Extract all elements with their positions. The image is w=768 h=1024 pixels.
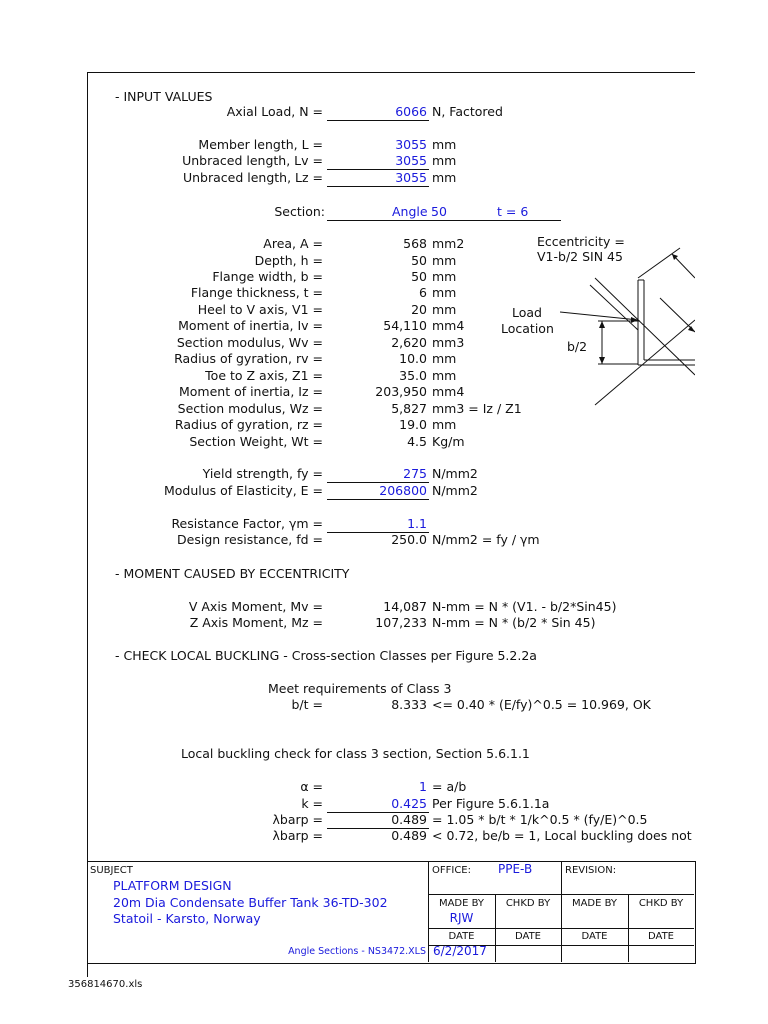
row-value: 5,827 xyxy=(391,401,427,416)
row-unit: N/mm2 = fy / γm xyxy=(432,532,540,547)
row-label: Z Axis Moment, Mz = xyxy=(189,615,323,630)
row-unit: N-mm = N * (b/2 * Sin 45) xyxy=(432,615,596,630)
row-unit: N/mm2 xyxy=(432,466,478,481)
row-label: Yield strength, fy = xyxy=(202,466,323,481)
row-unit: mm xyxy=(432,285,457,300)
row-label: b/t = xyxy=(291,697,323,712)
row-unit: mm xyxy=(432,368,457,383)
row-value[interactable]: 3055 xyxy=(395,170,427,185)
angle-section-diagram xyxy=(560,240,695,420)
date-value: 6/2/2017 xyxy=(433,944,487,958)
row-label: Moment of inertia, Iz = xyxy=(178,384,323,399)
row-label: k = xyxy=(301,796,323,811)
eccentricity-label: Eccentricity = xyxy=(537,234,625,249)
local-buckling-note: Local buckling check for class 3 section, Section 5.6.1.1 xyxy=(181,746,530,761)
row-value: 54,110 xyxy=(383,318,427,333)
row-label: Radius of gyration, rv = xyxy=(174,351,323,366)
heading-moment: - MOMENT CAUSED BY ECCENTRICITY xyxy=(115,566,350,581)
row-unit: = 1.05 * b/t * 1/k^0.5 * (fy/E)^0.5 xyxy=(432,812,648,827)
eccentricity-formula: V1-b/2 SIN 45 xyxy=(537,249,623,264)
row-label: α = xyxy=(300,779,323,794)
spreadsheet-file: Angle Sections - NS3472.XLS xyxy=(288,946,426,957)
row-unit: mm xyxy=(432,269,457,284)
row-unit: mm xyxy=(432,153,457,168)
row-label: V Axis Moment, Mv = xyxy=(188,599,323,614)
chkd-by-label-2: CHKD BY xyxy=(638,898,684,909)
row-value[interactable]: 0.425 xyxy=(391,796,427,811)
row-label: Flange width, b = xyxy=(212,269,323,284)
heading-input-values: - INPUT VALUES xyxy=(115,89,213,104)
row-label: Design resistance, fd = xyxy=(177,532,323,547)
row-label: Radius of gyration, rz = xyxy=(174,417,323,432)
row-label: Unbraced length, Lz = xyxy=(182,170,323,185)
project-client: Statoil - Karsto, Norway xyxy=(113,911,261,926)
section-size[interactable]: 50 xyxy=(431,204,447,219)
row-unit: N, Factored xyxy=(432,104,503,119)
office-label: OFFICE: xyxy=(432,865,471,876)
made-by-label: MADE BY xyxy=(438,898,485,909)
made-by-label-2: MADE BY xyxy=(571,898,618,909)
row-unit: Kg/m xyxy=(432,434,465,449)
row-value[interactable]: 3055 xyxy=(395,137,427,152)
date-label-4: DATE xyxy=(647,931,674,942)
half-b-label: b/2 xyxy=(567,339,588,354)
row-value: 20 xyxy=(411,302,427,317)
row-value: 2,620 xyxy=(391,335,427,350)
row-value: 250.0 xyxy=(391,532,427,547)
row-value[interactable]: 1.1 xyxy=(407,516,427,531)
row-value: 107,233 xyxy=(375,615,427,630)
heading-buckling: - CHECK LOCAL BUCKLING - Cross-section Classes per Figure 5.2.2a xyxy=(115,648,537,663)
row-unit: mm3 xyxy=(432,335,465,350)
row-unit: mm xyxy=(432,351,457,366)
row-value: 14,087 xyxy=(383,599,427,614)
footer-filename: 356814670.xls xyxy=(68,979,143,990)
row-value: 50 xyxy=(411,269,427,284)
row-value[interactable]: 6066 xyxy=(395,104,427,119)
row-unit: mm xyxy=(432,417,457,432)
section-shape[interactable]: Angle xyxy=(392,204,428,219)
row-label: Section modulus, Wz = xyxy=(177,401,323,416)
row-value[interactable]: 3055 xyxy=(395,153,427,168)
row-label: Toe to Z axis, Z1 = xyxy=(205,368,323,383)
project-subtitle: 20m Dia Condensate Buffer Tank 36-TD-302 xyxy=(113,895,388,910)
row-value: 35.0 xyxy=(399,368,427,383)
section-underline xyxy=(327,220,561,221)
row-value: 8.333 xyxy=(391,697,427,712)
input-underline xyxy=(327,499,429,500)
row-value: 6 xyxy=(419,285,427,300)
location-label: Location xyxy=(501,321,554,336)
row-value: 50 xyxy=(411,253,427,268)
row-label: λbarp = xyxy=(272,828,323,843)
row-unit: < 0.72, be/b = 1, Local buckling does not xyxy=(432,828,692,843)
row-label: Area, A = xyxy=(263,236,323,251)
row-label: Section modulus, Wv = xyxy=(176,335,323,350)
tb-hline-1 xyxy=(428,894,694,895)
row-value: 4.5 xyxy=(407,434,427,449)
input-underline xyxy=(327,120,429,121)
row-label: λbarp = xyxy=(272,812,323,827)
row-label: Unbraced length, Lv = xyxy=(182,153,323,168)
row-label: Member length, L = xyxy=(198,137,323,152)
row-unit: mm xyxy=(432,302,457,317)
revision-label: REVISION: xyxy=(565,865,617,876)
row-label: Flange thickness, t = xyxy=(190,285,323,300)
row-value[interactable]: 275 xyxy=(403,466,427,481)
row-label: Modulus of Elasticity, E = xyxy=(163,483,323,498)
row-value[interactable]: 1 xyxy=(419,779,427,794)
date-label: DATE xyxy=(448,931,475,942)
row-label: Axial Load, N = xyxy=(226,104,323,119)
row-unit: mm xyxy=(432,253,457,268)
date-label-2: DATE xyxy=(514,931,541,942)
subject-label: SUBJECT xyxy=(90,865,133,876)
row-unit: = a/b xyxy=(432,779,467,794)
row-label: Section Weight, Wt = xyxy=(189,434,323,449)
row-value: 10.0 xyxy=(399,351,427,366)
row-unit: mm xyxy=(432,137,457,152)
frame-top-border xyxy=(87,72,695,73)
chkd-by-label: CHKD BY xyxy=(505,898,551,909)
class-note: Meet requirements of Class 3 xyxy=(268,681,452,696)
date-label-3: DATE xyxy=(581,931,608,942)
row-unit: mm xyxy=(432,170,457,185)
row-value: 203,950 xyxy=(375,384,427,399)
row-unit: mm4 xyxy=(432,384,465,399)
input-underline xyxy=(327,186,429,187)
tb-divider-3 xyxy=(561,861,562,962)
row-label: Heel to V axis, V1 = xyxy=(197,302,323,317)
row-value: 0.489 xyxy=(391,828,427,843)
row-label: Moment of inertia, Iv = xyxy=(178,318,323,333)
office-value: PPE-B xyxy=(498,862,533,876)
row-unit: N-mm = N * (V1. - b/2*Sin45) xyxy=(432,599,617,614)
row-unit: <= 0.40 * (E/fy)^0.5 = 10.969, OK xyxy=(432,697,651,712)
row-label: Depth, h = xyxy=(254,253,323,268)
row-value: 0.489 xyxy=(391,812,427,827)
section-thickness[interactable]: t = 6 xyxy=(497,204,529,219)
row-unit: mm2 xyxy=(432,236,465,251)
row-unit: Per Figure 5.6.1.1a xyxy=(432,796,550,811)
row-unit: N/mm2 xyxy=(432,483,478,498)
made-by-value: RJW xyxy=(449,911,474,925)
row-label: Resistance Factor, γm = xyxy=(171,516,323,531)
row-unit: mm4 xyxy=(432,318,465,333)
project-title: PLATFORM DESIGN xyxy=(113,878,232,893)
tb-hline-2 xyxy=(428,928,694,929)
section-label: Section: xyxy=(274,204,325,219)
row-value[interactable]: 206800 xyxy=(379,483,427,498)
load-label: Load xyxy=(512,305,542,320)
row-value: 568 xyxy=(403,236,427,251)
row-value: 19.0 xyxy=(399,417,427,432)
frame-left-border xyxy=(87,72,88,977)
row-unit: mm3 = Iz / Z1 xyxy=(432,401,522,416)
